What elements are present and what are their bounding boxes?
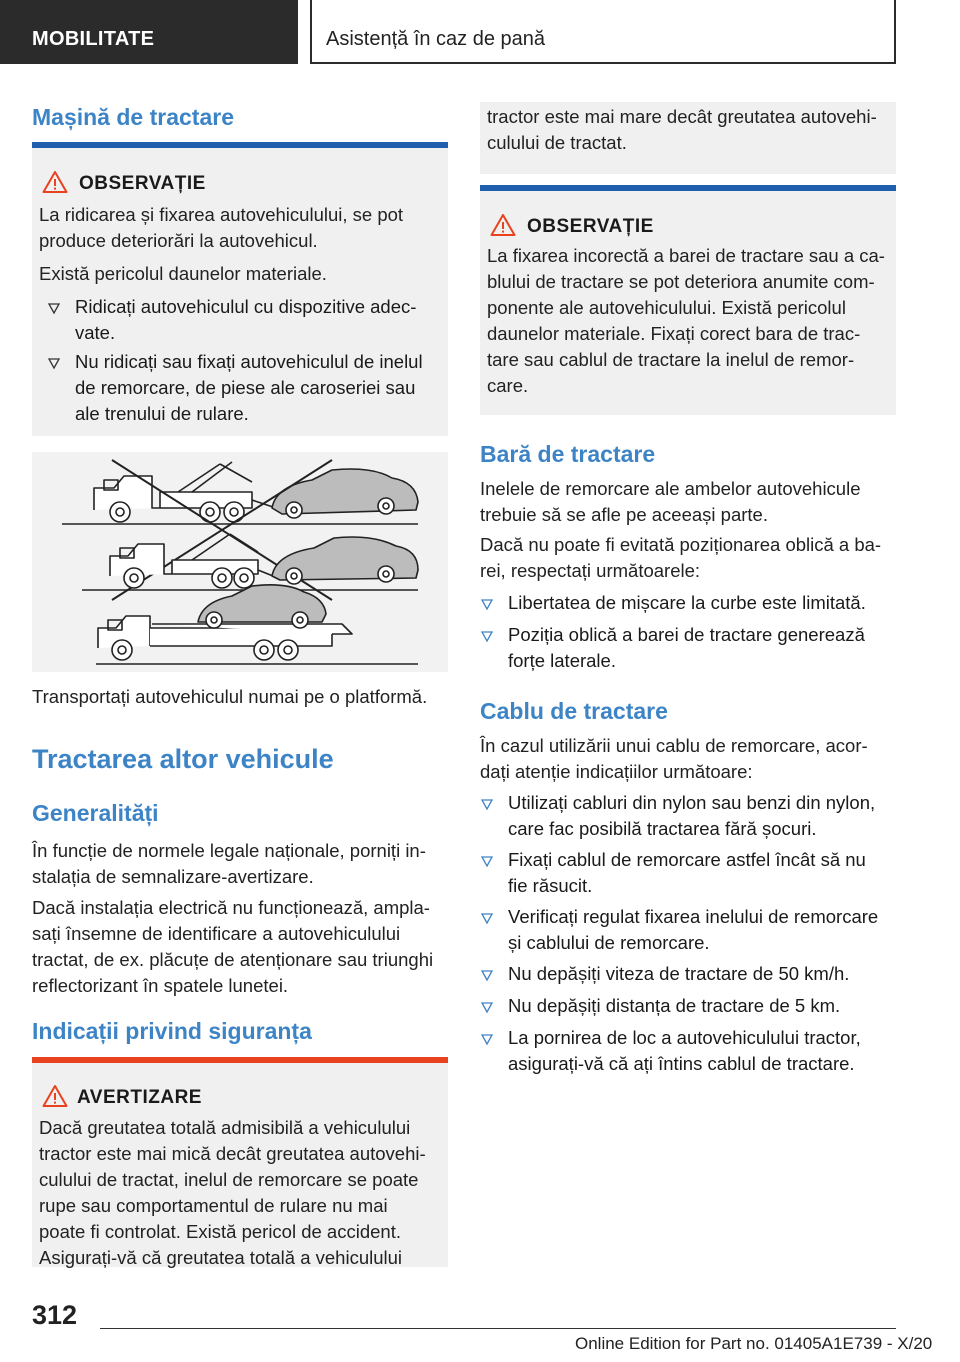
general-paragraph-1: În funcție de normele legale naționale, porniți in- stalația de semnalizare-avertizare. xyxy=(32,840,426,887)
header-subsection-label: Asistență în caz de pană xyxy=(326,28,546,50)
triangle-bullet-icon xyxy=(480,904,494,930)
heading-general: Generalități xyxy=(32,800,159,826)
note-box-bar xyxy=(480,185,896,191)
warning-title: AVERTIZARE xyxy=(77,1087,202,1108)
triangle-bullet-icon xyxy=(480,622,494,648)
tow-cable-paragraph: În cazul utilizării unui cablu de remorcare, acor- dați atenție indicațiilor următoare: xyxy=(480,735,868,782)
triangle-bullet-icon xyxy=(47,294,61,320)
note-box-bar xyxy=(32,142,448,148)
triangle-bullet-icon xyxy=(480,993,494,1019)
triangle-bullet-icon xyxy=(480,847,494,873)
warning-triangle-icon xyxy=(42,1084,68,1108)
heading-safety: Indicații privind siguranța xyxy=(32,1018,312,1044)
heading-tow-truck: Mașină de tractare xyxy=(32,104,234,130)
header-subsection-box xyxy=(310,0,896,64)
warning-triangle-icon xyxy=(42,170,68,194)
note-text: La ridicarea și fixarea autovehiculului, se pot produce deteriorări la autovehicul. Există pericolul daunelor materiale. xyxy=(39,204,404,284)
header-section-label: MOBILITATE xyxy=(32,28,155,50)
warning-text: Dacă greutatea totală admisibilă a vehiculului tractor este mai mică decât greutatea autovehi- culului de tractat, inelul de remorcare se poate rupe sau comportamentul de rulare nu mai poate fi controlat. Există pericol de accident. Asigurați-vă că greutatea totală a vehiculului xyxy=(39,1117,426,1268)
triangle-bullet-icon xyxy=(480,961,494,987)
heading-tow-cable: Cablu de tractare xyxy=(480,698,668,724)
heading-tow-bar: Bară de tractare xyxy=(480,441,656,467)
note-title: OBSERVAȚIE xyxy=(527,216,654,237)
note-text: La fixarea incorectă a barei de tractare sau a ca- blului de tractare se pot deteriora anumite com- ponente ale autovehiculului. Există pericolul daunelor materiale. Fixați corect bara de trac- tare sau cablul de tractare la inelul de remor- care. xyxy=(487,245,885,396)
warning-text-continued: tractor este mai mare decât greutatea autovehi- culului de tractat. xyxy=(487,106,877,153)
triangle-bullet-icon xyxy=(480,1025,494,1051)
tow-truck-2 xyxy=(110,534,278,588)
footer-divider xyxy=(100,1328,896,1329)
header-section-tab xyxy=(0,0,298,64)
tow-bar-paragraph-2: Dacă nu poate fi evitată poziționarea oblică a ba- rei, respectați următoarele: xyxy=(480,534,882,581)
tow-truck-1 xyxy=(94,462,282,522)
warning-box-bar xyxy=(32,1057,448,1063)
warning-box-continued xyxy=(480,102,896,174)
warning-triangle-icon xyxy=(490,213,516,237)
footer-edition: Online Edition for Part no. 01405A1E739 - X/20 xyxy=(575,1334,933,1353)
triangle-bullet-icon xyxy=(480,590,494,616)
general-paragraph-2: Dacă instalația electrică nu funcționează, ampla- sați însemne de identificare a autovehiculului tractat, de ex. plăcuțe de atenționare sau triunghi reflectorizant în spatele lunetei. xyxy=(32,897,434,996)
tow-bar-paragraph-1: Inelele de remorcare ale ambelor autovehicule trebuie să se afle pe aceeași parte. xyxy=(480,478,861,525)
triangle-bullet-icon xyxy=(480,790,494,816)
note-box-1: OBSERVAȚIE La ridicarea și fixarea autovehiculului, se pot produce deteriorări la autovehicul. Există pericolul daunelor materiale. Ridicați autovehiculul cu dispozitive adec- vate. Nu ridicați sau fixați autovehiculul de inelul de remorcare, de piese ale caroseriei sau ale trenului de rulare. xyxy=(32,142,448,436)
towing-methods-figure xyxy=(32,452,448,672)
figure-caption: Transportați autovehiculul numai pe o platformă. xyxy=(32,686,428,707)
towing-methods-illustration xyxy=(32,452,448,672)
warning-box xyxy=(32,1057,448,1267)
heading-towing-others: Tractarea altor vehicule xyxy=(32,744,334,774)
note-box-2 xyxy=(480,185,896,415)
note-title: OBSERVAȚIE xyxy=(79,173,206,194)
triangle-bullet-icon xyxy=(47,349,61,375)
page-number: 312 xyxy=(32,1300,78,1330)
